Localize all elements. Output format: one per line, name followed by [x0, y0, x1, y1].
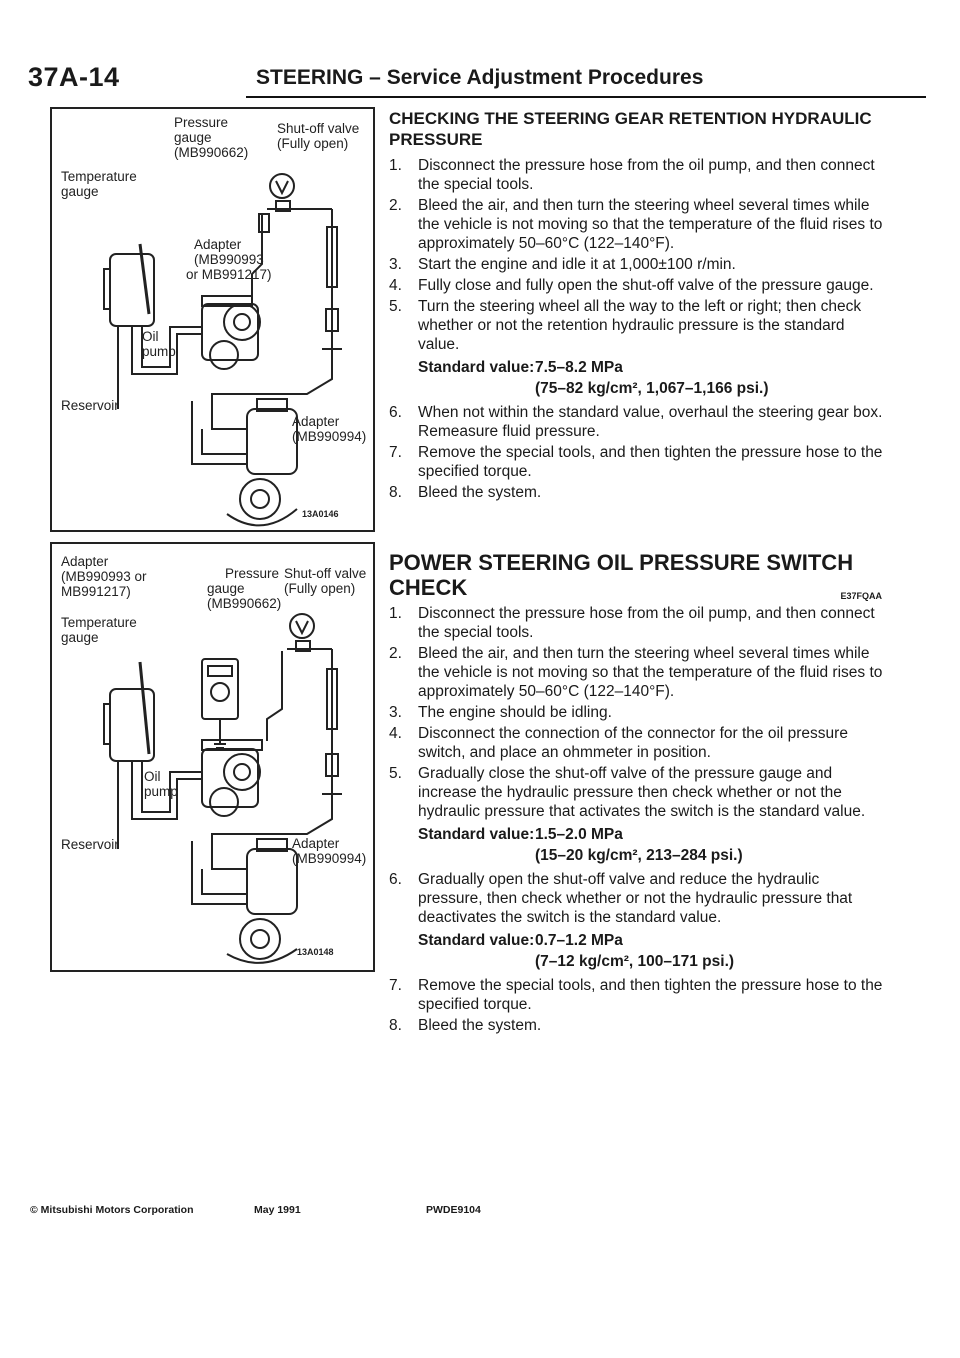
step-list-cont: [389, 403, 884, 502]
label-adapter: Adapter (MB990993 or MB991217): [186, 237, 272, 282]
footer-copyright: © Mitsubishi Motors Corporation: [30, 1204, 194, 1216]
footer-doc-code: PWDE9104: [426, 1204, 481, 1216]
list-item: 3. Start the engine and idle it at 1,000±100 r/min.: [389, 256, 736, 273]
standard-value-off: Standard value:0.7–1.2 MPa (7–12 kg/cm², 100–171 psi.): [418, 932, 735, 970]
list-item: 5. Turn the steering wheel all the way to the left or right; then check whether or not the retention hydraulic pressure is the standard value.: [389, 298, 862, 353]
label-temperature-gauge: Temperature gauge: [61, 169, 137, 199]
label-reservoir: Reservoir: [61, 398, 119, 413]
list-item: 2. Bleed the air, and then turn the steering wheel several times while the vehicle is not moving so that the temperature of the fluid rises to approximately 50–60°C (122–140°F).: [389, 197, 883, 252]
step-list: [389, 156, 884, 354]
label-adapter: Adapter (MB990993 or MB991217): [61, 554, 147, 599]
list-item: 7. Remove the special tools, and then tighten the pressure hose to the specified torque.: [389, 977, 883, 1013]
section-oil-pressure-switch: [389, 550, 884, 1035]
header-rule: [246, 96, 926, 98]
list-item: 5. Gradually close the shut-off valve of the pressure gauge and increase the hydraulic pressure then check whether or not the hydraulic pressure that activates the switch is the standard value.: [389, 765, 866, 820]
figure-retention-pressure-setup: [50, 107, 375, 532]
label-shutoff-valve: Shut-off valve (Fully open): [284, 566, 367, 596]
list-item: 4. Disconnect the connection of the connector for the oil pressure switch, and place an ohmmeter in position.: [389, 725, 848, 761]
label-reservoir: Reservoir: [61, 837, 119, 852]
label-oil-pump: Oil pump: [144, 769, 178, 799]
list-item: 1. Disconnect the pressure hose from the oil pump, and then connect the special tools.: [389, 605, 875, 641]
step-list-cont: [389, 870, 884, 927]
standard-value: Standard value:7.5–8.2 MPa (75–82 kg/cm², 1,067–1,166 psi.): [418, 359, 769, 397]
list-item: 8. Bleed the system.: [389, 484, 542, 501]
list-item: 8. Bleed the system.: [389, 1017, 542, 1034]
page-title: STEERING – Service Adjustment Procedures: [256, 66, 704, 89]
label-pressure-gauge: Pressure gauge (MB990662): [207, 566, 282, 611]
label-adapter-2: Adapter (MB990994): [292, 414, 367, 444]
list-item: 4. Fully close and fully open the shut-off valve of the pressure gauge.: [389, 277, 874, 294]
list-item: 1. Disconnect the pressure hose from the oil pump, and then connect the special tools.: [389, 157, 875, 193]
figure-code: 13A0148: [297, 947, 334, 957]
list-item: 6. When not within the standard value, overhaul the steering gear box. Remeasure fluid pressure.: [389, 404, 883, 440]
label-pressure-gauge: Pressure gauge (MB990662): [174, 115, 249, 160]
figure-code: 13A0146: [302, 509, 339, 519]
list-item: 7. Remove the special tools, and then tighten the pressure hose to the specified torque.: [389, 444, 883, 480]
page-header: [28, 62, 928, 98]
label-adapter-2: Adapter (MB990994): [292, 836, 367, 866]
standard-value-on: Standard value:1.5–2.0 MPa (15–20 kg/cm², 213–284 psi.): [418, 826, 743, 864]
label-shutoff-valve: Shut-off valve (Fully open): [277, 121, 360, 151]
figure-oil-pressure-switch-setup: [50, 542, 375, 972]
section-retention-pressure: [389, 108, 884, 502]
page-number: 37A-14: [28, 62, 120, 92]
section-title: CHECKING THE STEERING GEAR RETENTION HYDRAULIC PRESSURE: [389, 109, 872, 149]
section-title: POWER STEERING OIL PRESSURE SWITCH CHECK E37FQAA: [389, 550, 884, 600]
step-list-end: [389, 976, 884, 1035]
label-temperature-gauge: Temperature gauge: [61, 615, 137, 645]
list-item: 6. Gradually open the shut-off valve and reduce the hydraulic pressure, then check whether or not the hydraulic pressure that deactivates the switch is the standard value.: [389, 871, 853, 926]
list-item: 3. The engine should be idling.: [389, 704, 612, 721]
list-item: 2. Bleed the air, and then turn the steering wheel several times while the vehicle is not moving so that the temperature of the fluid rises to approximately 50–60°C (122–140°F).: [389, 645, 883, 700]
step-list: [389, 604, 884, 821]
section-code: E37FQAA: [840, 591, 882, 601]
footer-date: May 1991: [254, 1204, 301, 1216]
label-oil-pump: Oil pump: [142, 329, 176, 359]
